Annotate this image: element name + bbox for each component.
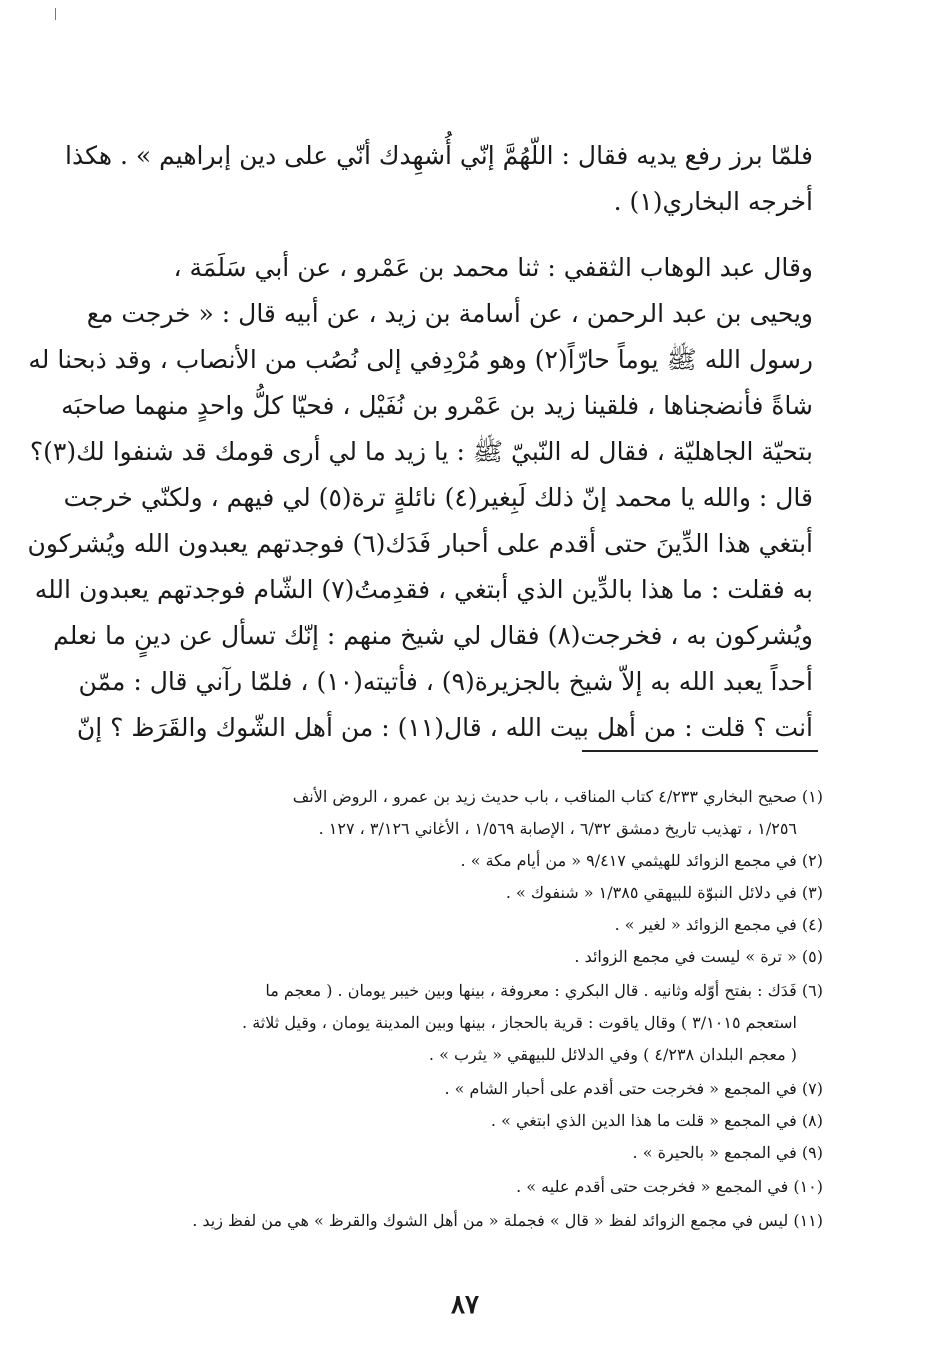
text-line: قال : والله يا محمد إنّ ذلك لَبِغير(٤) نائلةٍ ترة(٥) لي فيهم ، ولكنّي خرجت [63,483,813,512]
text-line: أخرجه البخاري(١) . [613,187,813,216]
text-line: أبتغي هذا الدِّينَ حتى أقدم على أحبار فَدَك(٦) فوجدتهم يعبدون الله ويُشركون [27,529,813,558]
footnote-6-cont: ( معجم البلدان ٤/٢٣٨ ) وفي الدلائل للبيهقي « يثرب » . [428,1045,797,1064]
text-line: فلمّا برز رفع يديه فقال : اللّهُمَّ إنّي أُشهِدك أنّي على دين إبراهيم » . هكذا [65,141,813,170]
text-line: شاةً فأنضجناها ، فلقينا زيد بن عَمْرو بن نُفَيْل ، فحيّا كلُّ واحدٍ منهما صاحبَه [61,391,813,420]
footnote-11: (١١) ليس في مجمع الزوائد لفظ « قال » فجملة « من أهل الشوك والقرظ » هي من لفظ زيد . [192,1211,823,1230]
text-line: وقال عبد الوهاب الثقفي : ثنا محمد بن عَمْرو ، عن أبي سَلَمَة ، [173,253,813,282]
footnote-5: (٥) « ترة » ليست في مجمع الزوائد . [574,947,823,966]
footnote-separator [582,750,818,752]
text-line: ويحيى بن عبد الرحمن ، عن أسامة بن زيد ، عن أبيه قال : « خرجت مع [86,299,813,328]
footnote-1: (١) صحيح البخاري ٤/٢٣٣ كتاب المناقب ، باب حديث زيد بن عمرو ، الروض الأنف [292,787,823,806]
footnote-8: (٨) في المجمع « قلت ما هذا الدين الذي ابتغي » . [490,1111,823,1130]
footnote-4: (٤) في مجمع الزوائد « لغير » . [614,915,823,934]
scan-margin-mark [55,8,56,20]
text-line: بتحيّة الجاهليّة ، فقال له النّبيّ ﷺ : يا زيد ما لي أرى قومك قد شنفوا لك(٣)؟ [29,437,813,466]
footnote-6-cont: استعجم ٣/١٠١٥ ) وقال ياقوت : قرية بالحجاز ، بينها وبين المدينة يومان ، وقيل ثلاثة . [242,1013,797,1032]
footnote-9: (٩) في المجمع « بالحيرة » . [632,1143,823,1162]
page-number: ٨٧ [451,1290,479,1320]
footnote-3: (٣) في دلائل النبوّة للبيهقي ١/٣٨٥ « شنفوك » . [505,883,823,902]
footnote-10: (١٠) في المجمع « فخرجت حتى أقدم عليه » . [516,1177,823,1196]
footnote-1-cont: ١/٢٥٦ ، تهذيب تاريخ دمشق ٦/٣٢ ، الإصابة ١/٥٦٩ ، الأغاني ٣/١٢٦ ، ١٢٧ . [318,819,797,838]
text-line: رسول الله ﷺ يوماً حارّاً(٢) وهو مُرْدِفي إلى نُصُب من الأنصاب ، وقد ذبحنا له [28,345,813,374]
text-line: أحداً يعبد الله به إلاّ شيخ بالجزيرة(٩) ، فأتيته(١٠) ، فلمّا رآني قال : ممّن [78,667,813,696]
footnote-2: (٢) في مجمع الزوائد للهيثمي ٩/٤١٧ « من أيام مكة » . [460,851,823,870]
footnote-6: (٦) فَدَك : بفتح أوّله وثانيه . قال البكري : معروفة ، بينها وبين خيبر يومان . ( معجم ما [265,981,823,1000]
text-line: أنت ؟ قلت : من أهل بيت الله ، قال(١١) : من أهل الشّوك والقَرَظ ؟ إنّ [76,713,813,742]
footnote-7: (٧) في المجمع « فخرجت حتى أقدم على أحبار الشام » . [444,1079,823,1098]
text-line: به فقلت : ما هذا بالدِّين الذي أبتغي ، فقدِمتُ(٧) الشّام فوجدتهم يعبدون الله [34,575,813,604]
text-line: ويُشركون به ، فخرجت(٨) فقال لي شيخ منهم : إنّك تسأل عن دينٍ ما نعلم [53,621,813,650]
